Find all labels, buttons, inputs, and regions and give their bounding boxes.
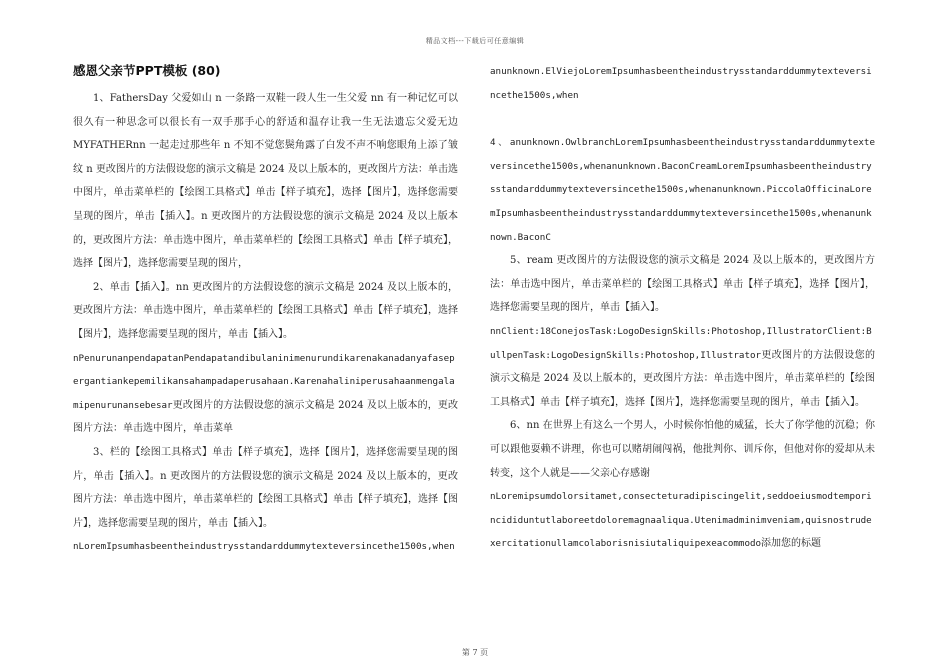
paragraph-latin-block	[73, 347, 458, 441]
header-note: 精品文档---下载后可任意编辑	[425, 37, 525, 45]
lorem-text: nLoremipsumdolorsitamet,consecteturadipiscingelit,seddoeiusmodtemporincididuntutlaboreetdoloremagnaaliqua.Utenimadminimveniam,quisnostrudexercitationullamcolaborisnisiutaliquipexeacommodo	[490, 491, 872, 550]
paragraph-6: 6、nn 在世界上有这么一个男人，小时候你怕他的威猛，长大了你学他的沉稳；你可以跟他耍赖不讲理，你也可以赌胡闹闯祸，他批判你、训斥你，但他对你的爱却从未转变，这个人就是——父亲心存感谢	[490, 420, 875, 479]
right-column	[490, 60, 875, 556]
paragraph-6-latin-block	[490, 485, 875, 556]
paragraph-3-latin: nLoremIpsumhasbeentheindustrysstandarddummytexteversincethe1500s,when	[73, 541, 455, 553]
right-latin-continued: anunknown.ElViejoLoremIpsumhasbeentheindustrysstandarddummytexteversincethe1500s,when	[490, 66, 872, 101]
paragraph-5: 5、ream 更改图片的方法假设您的演示文稿是 2024 及以上版本的，更改图片方法：单击选中图片，单击菜单栏的【绘图工具格式】单击【样子填充】，选择【图片】，选择您需要呈现的图片，单击【插入】。	[490, 255, 875, 314]
paragraph-1: 1、FathersDay 父爱如山 n 一条路一双鞋一段人生一生父爱 nn 有一种记忆可以很久有一种思念可以很长有一双手那手心的舒适和温存让我一生无法遗忘父爱无边 MYFATHERnn 一起走过那些年 n 不知不觉您鬓角露了白发不声不响您眼角上添了皱纹 n 更改图片的方法假设您的演示文稿是 2024 及以上版本的，更改图片方法：单击选中图片，单击菜单栏的【绘图工具格式】单击【样子填充】，选择【图片】，选择您需要呈现的图片，单击【插入】。n 更改图片的方法假设您的演示文稿是 2024 及以上版本的，更改图片方法：单击选中图片，单击菜单栏的【绘图工具格式】单击【样子填充】，选择【图片】，选择您需要呈现的图片，	[73, 93, 458, 270]
paragraph-5-client-block	[490, 320, 875, 414]
document-title: 感恩父亲节PPT模板 (80)	[73, 63, 221, 78]
paragraph-4: 4、anunknown.OwlbranchLoremIpsumhasbeentheindustrysstandarddummytexteversincethe1500s,whenanunknown.BaconCreamLoremIpsumhasbeentheindustrysstandarddummytexteversincethe1500s,whenanunknown.PiccolaOfficinaLoremIpsumhasbeentheindustrysstandarddummytexteversincethe1500s,whenanunknown.BaconC	[490, 137, 875, 243]
left-column	[73, 60, 458, 559]
paragraph-3: 3、栏的【绘图工具格式】单击【样子填充】，选择【图片】，选择您需要呈现的图片，单击【插入】。n 更改图片的方法假设您的演示文稿是 2024 及以上版本的，更改图片方法：单击选中图片，单击菜单栏的【绘图工具格式】单击【样子填充】，选择【图片】，选择您需要呈现的图片，单击【插入】。	[73, 446, 458, 529]
paragraph-5-continued: 更改图片的方法假设您的演示文稿是 2024 及以上版本的，更改图片方法：单击选中图片，单击菜单栏的【绘图工具格式】单击【样子填充】，选择【图片】，选择您需要呈现的图片，单击【插入】。	[490, 349, 875, 408]
add-title-text: 添加您的标题	[761, 538, 822, 550]
paragraph-2: 2、单击【插入】。nn 更改图片的方法假设您的演示文稿是 2024 及以上版本的，更改图片方法：单击选中图片，单击菜单栏的【绘图工具格式】单击【样子填充】，选择【图片】，选择您需要呈现的图片，单击【插入】。	[73, 281, 458, 340]
page-number: 第 7 页	[461, 648, 489, 657]
latin-text: nPenurunanpendapatanPendapatandibulaninimenurundikarenakanadanyafasepergantiankepemilikansahampadaperusahaan.Karenahaliniperusahaanmengalamipenurunansebesar	[73, 352, 455, 411]
paragraph-2-continued: 更改图片的方法假设您的演示文稿是 2024 及以上版本的，更改图片方法：单击选中图片，单击菜单	[73, 399, 458, 435]
client-text: nnClient:18ConejosTask:LogoDesignSkills:Photoshop,IllustratorClient:BullpenTask:LogoDesignSkills:Photoshop,Illustrator	[490, 325, 872, 361]
